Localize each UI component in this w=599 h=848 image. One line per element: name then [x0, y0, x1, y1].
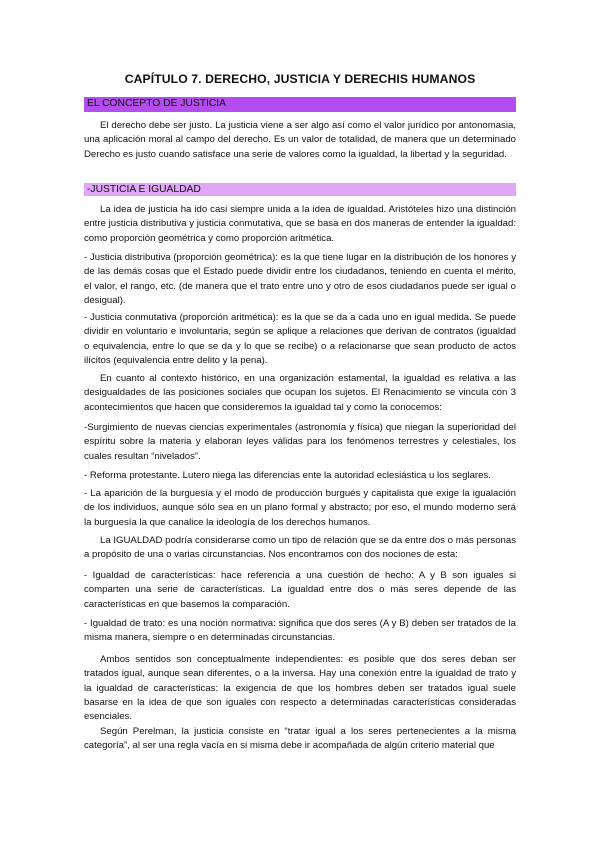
list-item-ciencias: -Surgimiento de nuevas ciencias experimentales (astronomía y física) que niegan la superioridad del espíritu sobre la materia y elaboran leyes válidas para los fenómenos terrestres y celestiales, los cuales resultan “nivelados”. — [84, 422, 516, 462]
paragraph-igualdad-trato: - Igualdad de trato: es una noción normativa: significa que dos seres (A y B) deben ser tratados de la misma manera, siempre o en determinadas circunstancias. — [84, 618, 516, 644]
paragraph-justicia-igualdad: La idea de justicia ha ido casi siempre unida a la idea de igualdad. Aristóteles hizo una distinción entre justicia distributiva y justicia conmutativa, que se basa en dos maneras de entender la igualdad: como proporción geométrica y como proporción aritmética. — [84, 204, 516, 244]
chapter-title: CAPÍTULO 7. DERECHO, JUSTICIA Y DERECHIS HUMANOS — [124, 72, 476, 86]
subsection-heading: -JUSTICIA E IGUALDAD — [84, 183, 516, 196]
paragraph-contexto-historico: En cuanto al contexto histórico, en una organización estamental, la igualdad es relativa a las desigualdades de las posiciones sociales que ocupan los sujetos. El Renacimiento se vincula con 3 acontecimientos que hacen que consideremos la igualdad tal y como la conocemos: — [84, 373, 516, 413]
list-item-burguesia: - La aparición de la burguesía y el modo de producción burgués y capitalista que exige la igualación de los individuos, aunque sólo sea en un plano formal y abstracto; por eso, el mundo moderno será la burguesía la que canalice la ideología de los derechos humanos. — [84, 488, 516, 528]
paragraph-justicia-conmutativa: - Justicia conmutativa (proporción aritmética): es la que se da a cada uno en igual medida. Se puede dividir en voluntario e involuntaria, según se aplique a relaciones que derivan de contratos (igualdad o equivalencia, entre lo que se da y lo que se recibe) o a relacionarse que sean producto de actos ilícitos (equivalencia entre delito y la pena). — [84, 312, 516, 366]
section-heading: EL CONCEPTO DE JUSTICIA — [84, 97, 516, 112]
paragraph-justicia-distributiva: - Justicia distributiva (proporción geométrica): es la que tiene lugar en la distribución de los honores y de las demás cosas que el Estado puede dividir entre los ciudadanos, teniendo en cuenta el mérito, el valor, el rango, etc. (de manera que el trato entre uno y otro de esos ciudadanos puede ser igual o desigual). — [84, 252, 516, 306]
paragraph-igualdad-caracteristicas: - Igualdad de características: hace referencia a una cuestión de hecho: A y B son iguales si comparten una serie de características. La igualdad entre dos o más seres depende de las características en que basemos la comparación. — [84, 570, 516, 610]
list-item-reforma: - Reforma protestante. Lutero niega las diferencias ente la autoridad eclesiástica u los seglares. — [84, 470, 491, 481]
paragraph-perelman: Según Perelman, la justicia consiste en “tratar igual a los seres pertenecientes a la misma categoría”, al ser una regla vacía en si misma debe ir acompañada de algún criterio material que — [84, 726, 516, 752]
intro-paragraph: El derecho debe ser justo. La justicia viene a ser algo así como el valor jurídico por antonomasia, una aplicación moral al campo del derecho. Es un valor de totalidad, de manera que un determinado Derecho es justo cuando satisface una serie de valores como la igualdad, la libertad y la seguridad. — [84, 120, 516, 160]
paragraph-igualdad: La IGUALDAD podría considerarse como un tipo de relación que se da entre dos o más personas a propósito de una o varias circunstancias. Nos encontramos con dos nociones de esta: — [84, 535, 516, 561]
paragraph-ambos-sentidos: Ambos sentidos son conceptualmente independientes: es posible que dos seres deban ser tratados igual, aunque sean diferentes, o a la inversa. Hay una conexión entre la igualdad de trato y la igualdad de características: la exigencia de que los hombres deben ser tratados igual suele basarse en la idea de que son iguales con respecto a determinadas características consideradas esenciales. — [84, 654, 516, 723]
